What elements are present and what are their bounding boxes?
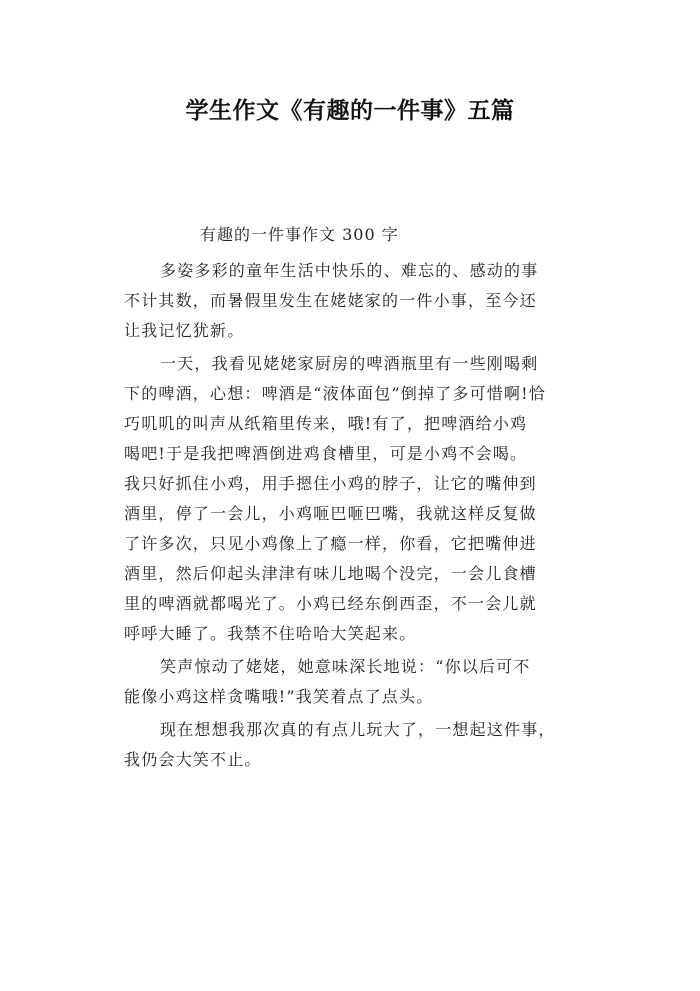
paragraph xyxy=(124,715,594,775)
essay-subtitle: 有趣的一件事作文 300 字 xyxy=(200,225,399,244)
text-line: 了许多次，只见小鸡像上了瘾一样，你看，它把嘴伸进 xyxy=(124,534,537,553)
essay-body xyxy=(124,256,594,775)
text-line: 巧叽叽的叫声从纸箱里传来，哦!有了，把啤酒给小鸡 xyxy=(124,414,528,433)
text-line: 不计其数，而暑假里发生在姥姥家的一件小事，至今还 xyxy=(124,291,537,310)
paragraph xyxy=(124,256,594,346)
paragraph xyxy=(124,349,594,649)
text-line: 让我记忆犹新。 xyxy=(124,321,245,340)
document-title: 学生作文《有趣的一件事》五篇 xyxy=(185,98,515,124)
text-line: 下的啤酒，心想：啤酒是“液体面包”倒掉了多可惜啊!恰 xyxy=(124,384,546,403)
text-line: 喝吧!于是我把啤酒倒进鸡食槽里，可是小鸡不会喝。 xyxy=(124,444,528,463)
text-line: 笑声惊动了姥姥，她意味深长地说：“你以后可不 xyxy=(160,657,531,676)
text-line: 酒里，停了一会儿，小鸡咂巴咂巴嘴，我就这样反复做 xyxy=(124,504,537,523)
text-line: 现在想想我那次真的有点儿玩大了，一想起这件事， xyxy=(160,720,556,739)
text-line: 酒里，然后仰起头津津有味儿地喝个没完，一会儿食槽 xyxy=(124,564,537,583)
paragraph xyxy=(124,652,594,712)
text-line: 一天，我看见姥姥家厨房的啤酒瓶里有一些刚喝剩 xyxy=(160,354,539,373)
text-line: 呼呼大睡了。我禁不住哈哈大笑起来。 xyxy=(124,624,417,643)
text-line: 能像小鸡这样贪嘴哦!”我笑着点了点头。 xyxy=(124,687,434,706)
text-line: 里的啤酒就都喝光了。小鸡已经东倒西歪，不一会儿就 xyxy=(124,594,537,613)
text-line: 多姿多彩的童年生活中快乐的、难忘的、感动的事 xyxy=(160,261,539,280)
text-line: 我只好抓住小鸡，用手摁住小鸡的脖子，让它的嘴伸到 xyxy=(124,474,537,493)
text-line: 我仍会大笑不止。 xyxy=(124,750,262,769)
